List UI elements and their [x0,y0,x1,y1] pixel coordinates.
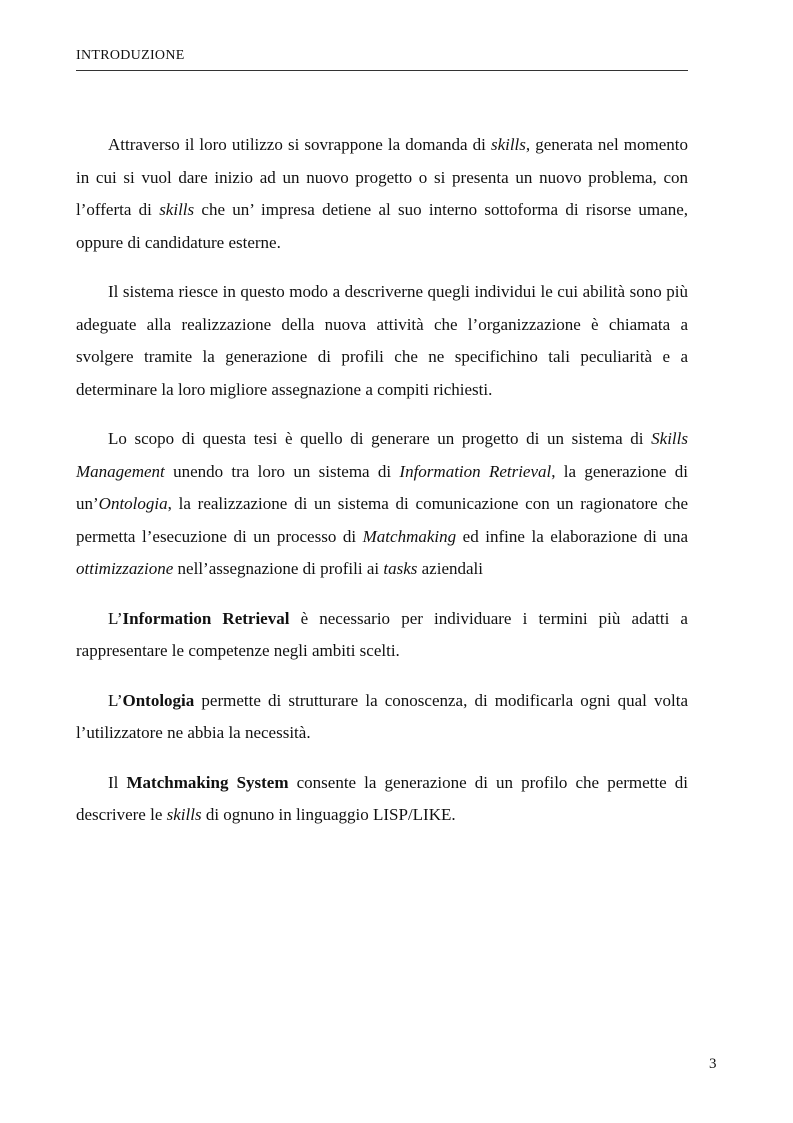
italic-term: Information Retrieval [399,461,552,481]
italic-term: skills [490,135,526,154]
body-text [76,129,688,849]
paragraph-ontology [76,685,688,750]
text-run: L’ [108,690,123,710]
text-run: è necessario per individuare i termini più adatti a rappresentare le competenze negli ambiti scelti. [76,608,688,660]
text-run: L’ [108,608,123,628]
bold-term: Ontologia [122,690,195,710]
text-run: unendo tra loro un sistema di [164,461,400,481]
italic-term: skills [159,200,195,219]
text-run: , la realizzazione di un sistema di comunicazione con un ragionatore che permetta l’esecuzione di un processo di [76,494,688,546]
bold-term: Information Retrieval [122,608,290,628]
italic-term: tasks [383,559,418,578]
paragraph-system-description [76,276,688,406]
italic-term: ottimizzazione [76,559,174,578]
text-run: Attraverso il loro utilizzo si sovrappone la domanda di [108,135,491,154]
paragraph-information-retrieval [76,603,688,668]
italic-term: skills [166,805,202,824]
text-run: di ognuno in linguaggio LISP/LIKE. [201,805,456,824]
text-run: , generata nel momento in cui si vuol dare inizio ad un nuovo progetto o si presenta un nuovo problema, con l’offerta di [76,135,688,219]
text-run: permette di strutturare la conoscenza, di modificarla ogni qual volta l’utilizzatore ne abbia la necessità. [76,690,688,742]
running-header: INTRODUZIONE [76,48,185,63]
text-run: ed infine la elaborazione di una [456,526,688,546]
text-run: consente la generazione di un profilo che permette di descrivere le [76,772,688,824]
italic-term: Matchmaking [362,526,457,546]
text-run: nell’assegnazione di profili ai [173,559,384,578]
paragraph-matchmaking-system [76,767,688,832]
bold-term: Matchmaking System [126,772,289,792]
text-run: Il sistema riesce in questo modo a descriverne quegli individui le cui abilità sono più adeguate alla realizzazione della nuova attività che l’organizzazione è chiamata a svolgere tramite la generazione di profili che ne specifichino tali peculiarità e a determinare la loro migliore assegnazione a compiti richiesti. [76,282,688,399]
text-run: , la generazione di un’ [76,461,688,513]
paragraph-skills-demand [76,129,688,259]
paragraph-thesis-scope [76,423,688,586]
page-number: 3 [709,1056,717,1072]
text-run: aziendali [417,559,483,578]
text-run: che un’ impresa detiene al suo interno sottoforma di risorse umane, oppure di candidature esterne. [76,200,688,252]
italic-term: Ontologia [98,494,168,513]
italic-term: Skills Management [76,429,688,481]
text-run: Lo scopo di questa tesi è quello di generare un progetto di un sistema di [108,429,652,448]
text-run: Il [108,772,127,792]
header-divider [76,70,688,71]
